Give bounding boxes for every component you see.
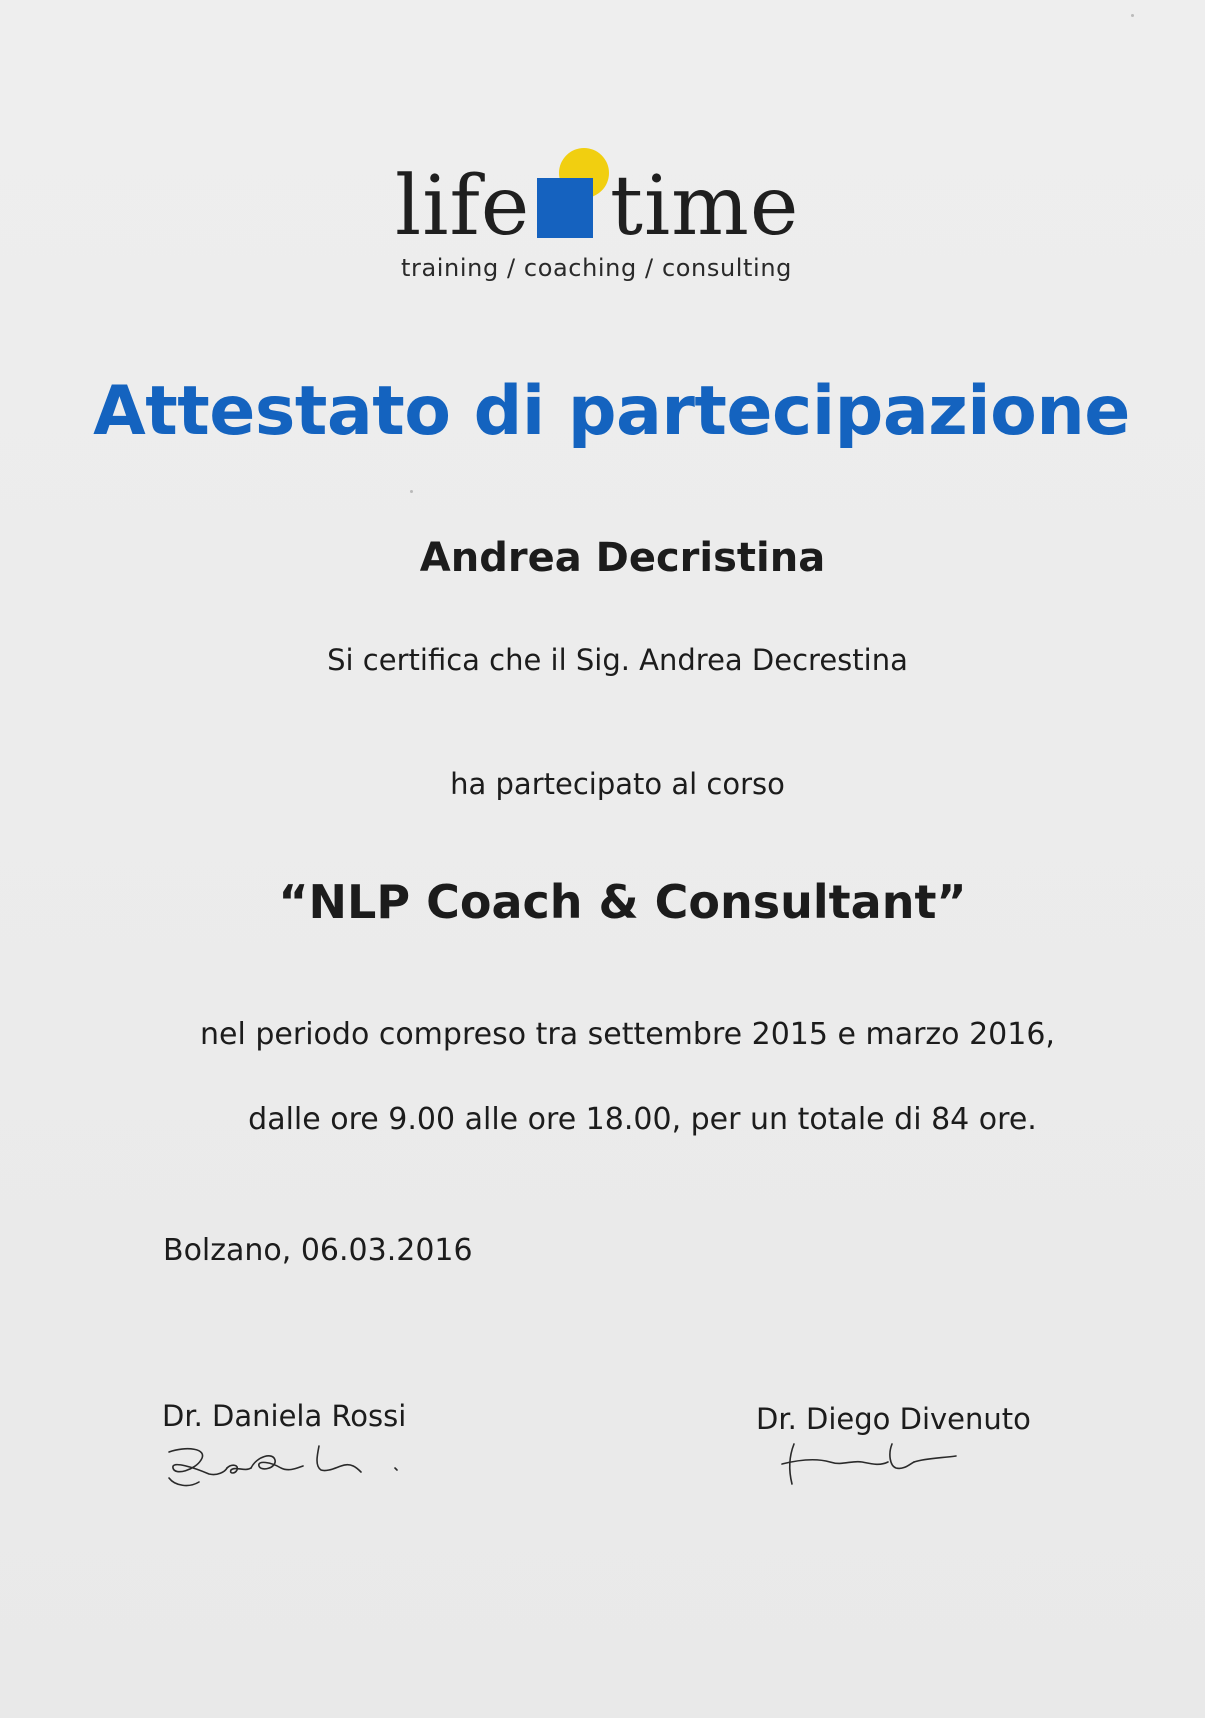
logo-word-time: time xyxy=(610,159,800,254)
certifies-line: Si certifica che il Sig. Andrea Decrestina xyxy=(327,643,908,677)
right-signature-icon xyxy=(780,1438,970,1490)
course-title: “NLP Coach & Consultant” xyxy=(278,875,967,929)
logo-square-icon xyxy=(537,178,593,238)
paper-speck xyxy=(1131,14,1134,17)
logo-mark-icon xyxy=(537,148,607,240)
lifetime-logo xyxy=(395,148,815,288)
logo-tagline: training / coaching / consulting xyxy=(401,254,792,282)
left-signer-name: Dr. Daniela Rossi xyxy=(162,1399,407,1433)
participated-line: ha partecipato al corso xyxy=(450,767,785,801)
right-signer-name: Dr. Diego Divenuto xyxy=(756,1402,1031,1436)
certificate-title: Attestato di partecipazione xyxy=(93,372,1130,451)
paper-speck xyxy=(410,490,413,493)
place-date: Bolzano, 06.03.2016 xyxy=(163,1233,473,1268)
recipient-name: Andrea Decristina xyxy=(419,535,826,581)
logo-word-life: life xyxy=(395,159,531,254)
hours-line: dalle ore 9.00 alle ore 18.00, per un totale di 84 ore. xyxy=(248,1102,1037,1137)
left-signature-icon xyxy=(165,1438,415,1496)
period-line: nel periodo compreso tra settembre 2015 e marzo 2016, xyxy=(200,1017,1055,1052)
